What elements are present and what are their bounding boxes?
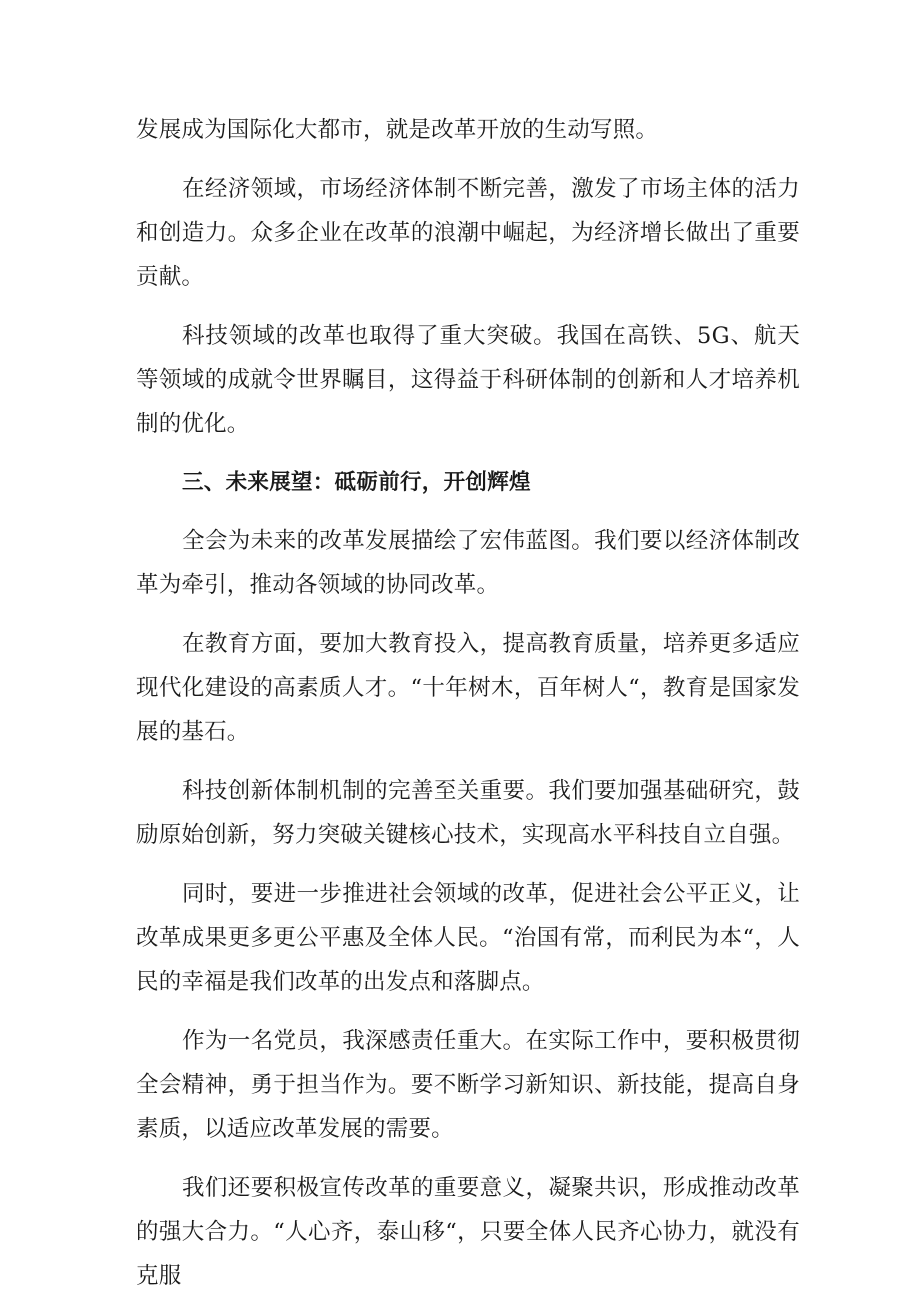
paragraph-blueprint: 全会为未来的改革发展描绘了宏伟蓝图。我们要以经济体制改革为牵引，推动各领域的协同改革。 xyxy=(136,528,800,598)
document-body xyxy=(136,108,800,1313)
paragraph-economy: 在经济领域，市场经济体制不断完善，激发了市场主体的活力和创造力。众多企业在改革的浪潮中崛起，为经济增长做出了重要贡献。 xyxy=(136,176,800,290)
section-heading: 三、未来展望：砥砺前行，开创辉煌 xyxy=(182,470,531,495)
paragraph-innovation: 科技创新体制机制的完善至关重要。我们要加强基础研究，鼓励原始创新，努力突破关键核心技术，实现高水平科技自立自强。 xyxy=(136,778,800,848)
paragraph-consensus: 我们还要积极宣传改革的重要意义，凝聚共识，形成推动改革的强大合力。“人心齐，泰山移“，只要全体人民齐心协力，就没有克服 xyxy=(136,1175,800,1289)
paragraph-education: 在教育方面，要加大教育投入，提高教育质量，培养更多适应现代化建设的高素质人才。“十年树木，百年树人“，教育是国家发展的基石。 xyxy=(136,631,800,745)
paragraph-party-member: 作为一名党员，我深感责任重大。在实际工作中，要积极贯彻全会精神，勇于担当作为。要不断学习新知识、新技能，提高自身素质，以适应改革发展的需要。 xyxy=(136,1028,800,1142)
paragraph-society: 同时，要进一步推进社会领域的改革，促进社会公平正义，让改革成果更多更公平惠及全体人民。“治国有常，而利民为本“，人民的幸福是我们改革的出发点和落脚点。 xyxy=(136,881,800,995)
paragraph-continued: 发展成为国际化大都市，就是改革开放的生动写照。 xyxy=(136,117,659,143)
paragraph-technology: 科技领域的改革也取得了重大突破。我国在高铁、5G、航天等领域的成就令世界瞩目，这得益于科研体制的创新和人才培养机制的优化。 xyxy=(136,323,800,437)
